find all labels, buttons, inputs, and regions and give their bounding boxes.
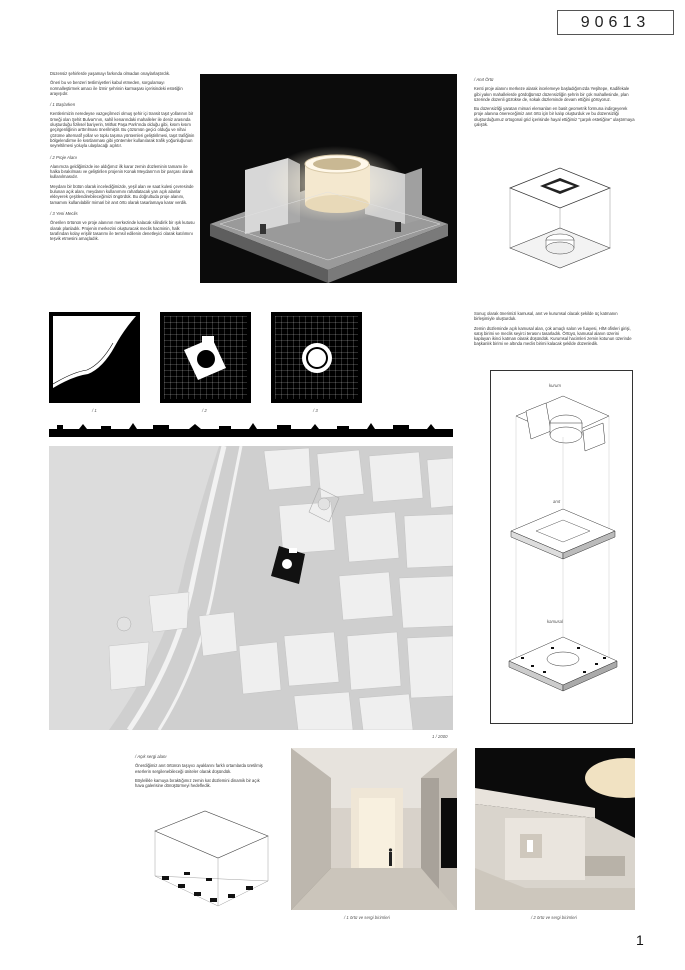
map-scale: 1 / 2000 [432, 734, 448, 739]
layers-axon-panel [490, 370, 633, 724]
paragraph-anit-ortu-a: Kenti proje alanını merkeze alarak incelemeye başladığımızda Yeşiltepe, Kadifekale gibi yakın mahallelerde gördüğümüz düzensizliğin şehrin bir çok mahallesinde, plan üzerinde düzenli gözükse de, sokak düzleminde devam ettiğini görüyoruz. [474, 86, 630, 102]
paragraph-proje-alani-b: Meydanı bir bütün olarak incelediğimizde, yeşil alan ve saat kulesi çevresinde bulunan açık alanı, meydanın kullanımını rahatlatacak yarı açık alanlar ekleyerek çeşitlendirebileceğimizi öngördük. Bu doğrultuda proje alanını, tamamını kullanılabilir mimari bir anıt örtü olarak tasarlamaya karar verdik. [50, 183, 194, 205]
interior-render-2 [475, 748, 635, 910]
project-code: 90613 [557, 10, 674, 35]
diagram-caption-2: / 2 [202, 408, 207, 413]
page-number: 1 [636, 932, 644, 948]
paragraph-baslarken: Kentlerimizin neredeyse vazgeçilmezi olmuş şehir içi transit taşıt yollarının bir örneği olan Şehit Bulvar'ının, sahil kenarındaki mahalleler ile deniz arasında oluşturduğu fiziksel bariyerin, Mithat Paşa Park'ında olduğu gibi, kısım kısım geçirgenliğinin arttırılması önerilmiştir. Bu çözümün geçici olduğu ve nihai çözüme alternatif yollar ve toplu taşıma yöntemleri geliştirilmesi, taşıt trafiğinin bölgelendirme ile kısıtlanması gibi yöntemler kullanılarak trafik yoğunluğunun seyreltilmesi yoluyla ulaşılacağı açıktır. [50, 111, 195, 149]
site-plan-graphic [164, 316, 247, 399]
diagram-caption-1: / 1 [92, 408, 97, 413]
model-render-graphic [200, 74, 457, 283]
interior-caption-1: / 1 örtü ve sergi birimleri [344, 915, 390, 920]
heading-acik-sergi: / Açık sergi alanı [135, 754, 167, 759]
layers-axon-graphic [491, 371, 634, 725]
right-text-monument [474, 71, 636, 131]
bottom-text-gallery [135, 748, 263, 792]
main-model-render [200, 74, 457, 283]
paragraph-gallery-a: Önerdiğimiz anıt örtünün taşıyıcı ayaklarını farklı ortamlarda üretilmiş eserlerin sergilenebileceği üniteler olarak düşündük. [135, 763, 263, 774]
interior-caption-2: / 2 örtü ve sergi birimleri [531, 915, 577, 920]
paragraph-proje-alani-a: Alanımıza geldiğimizde ise aldığımız ilk karar zemin düzleminin tamamı ile halka bırakılması ve geliştirilen projenin Konak Meydanı'nın bir parçası olarak kullanılmasıdır. [50, 163, 194, 180]
right-text-layers [474, 311, 636, 351]
site-diagram-3 [271, 312, 362, 403]
paragraph-anit-ortu-b: Bu düzensizliği yaratan mimari elemanları en basit geometrik formuna indirgeyerek proje alanına önereceğimiz anıt örtü için bir kalıp oluşturduk ve bu düzensizliği oluşturduğumuz ortogonal grid içerisinde hayal ettiğimiz "çarpık estetiğine" ulaştırmaya çalıştık. [474, 106, 635, 128]
intro-paragraph: Öneri bu ve benzeri teslimiyetleri kabul etmeden, sorgulamayı normalleştirmek amacı ile İzmir şehrinin karmaşası içerisindeki estetiğin arayışıdır. [50, 80, 183, 96]
site-diagram-2 [160, 312, 251, 403]
layer-label-kamusal: kamusal [547, 619, 564, 624]
interior-render-2-graphic [475, 748, 635, 910]
paragraph-gallery-b: Böylelikle kamuya bıraktığımız zemin kat düzlemini dinamik bir açık hava galerisine dönüştürmeyi hedefledik. [135, 777, 260, 789]
intro-line: Düzensiz şehirlerde yaşamayı farkında olmadan onaylarlaştırdık. [50, 71, 171, 76]
heading-proje-alani: / 2 Proje Alanı [50, 154, 77, 160]
paragraph-yeni-meclis: Önerilen örtünün ve proje alanının merkezinde kalacak silindirik bir ışık kutusu olarak planladık. Projenin merkezini oluşturacak meclis hacminin, halk tarafından kolay erişilir tasarımı ile temsil edilenin denetleyici olarak katılımını teşvik etmesini amaçladık. [50, 220, 195, 242]
site-map [49, 446, 453, 730]
interior-render-1 [291, 748, 457, 910]
heading-yeni-meclis: / 3 Yeni Meclis [50, 210, 78, 216]
heading-baslarken: / 1 Başlarken [50, 102, 76, 108]
diagram-caption-3: / 3 [313, 408, 318, 413]
heading-anit-ortu: / Anıt Örtü [474, 77, 494, 82]
paragraph-layers-b: Zemin düzleminde açık kamusal alan, çok amaçlı salon ve fuayesi, HİM ofisleri girişi, satış birimi ve meclis seyirci terasını tasarladık. Örtüyü, kamusal alanın üzerini kaplayan ikinci katman olarak düşündük. Kurumsal hacimleri zemin kotunun üzerinde başkanlık birimi ve altında meclis birimi kalacak şekilde düzenledik. [474, 325, 632, 347]
paragraph-layers-a: Sonuç olarak önerimizi kamusal, anıt ve kurumsal olacak şekilde üç katmanın birleşimiyle oluşturduk. [474, 311, 618, 322]
monument-axon-diagram [500, 158, 620, 276]
site-diagram-1 [49, 312, 140, 403]
left-text-column [50, 71, 195, 245]
site-map-graphic [49, 446, 453, 730]
layer-label-anit: anıt [553, 499, 561, 504]
gallery-axon-diagram [150, 806, 272, 912]
interior-render-1-graphic [291, 748, 457, 910]
layer-label-kurum: kurum [549, 383, 561, 388]
coastline-graphic [53, 316, 136, 399]
ring-plan-graphic [275, 316, 358, 399]
street-elevation-strip [49, 423, 453, 437]
